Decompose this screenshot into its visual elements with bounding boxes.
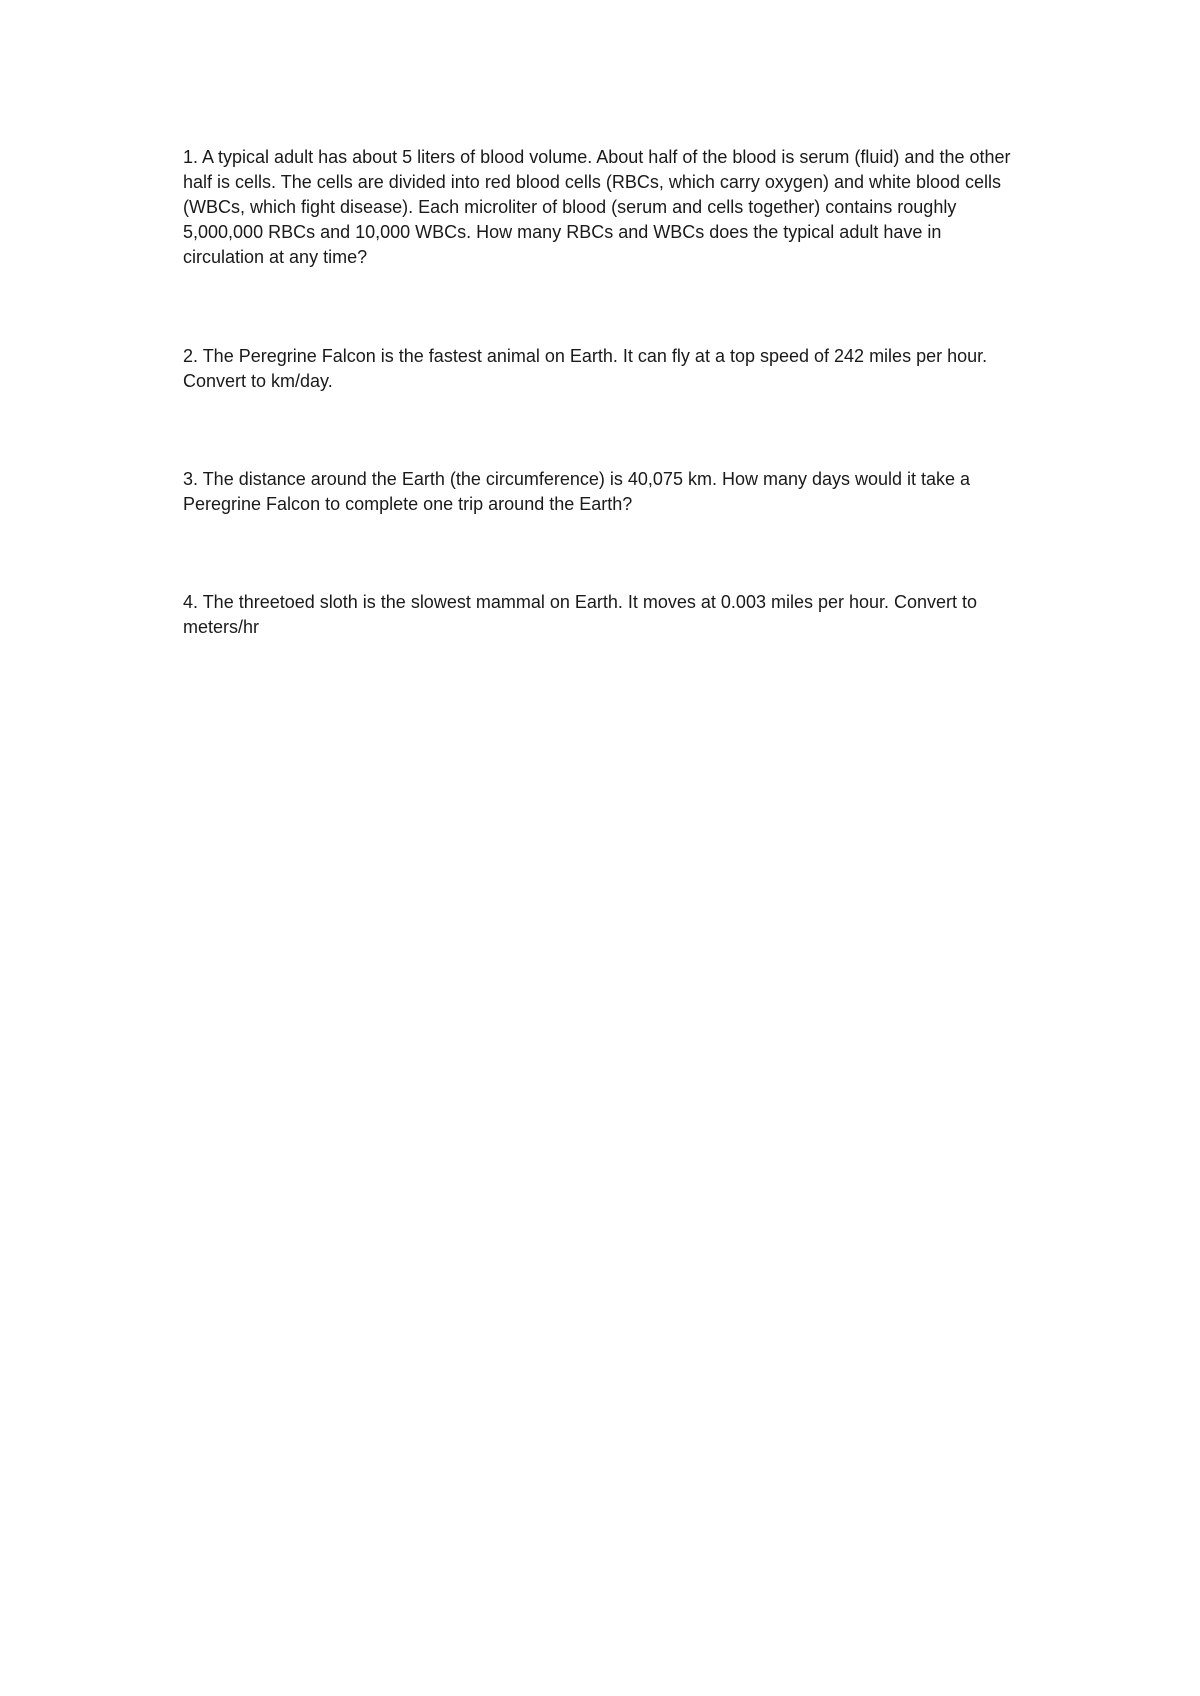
question-4: 4. The threetoed sloth is the slowest mammal on Earth. It moves at 0.003 miles per hour. Convert to meters/hr bbox=[183, 592, 978, 637]
question-3: 3. The distance around the Earth (the circumference) is 40,075 km. How many days would it take a Peregrine Falcon to complete one trip around the Earth? bbox=[183, 469, 971, 514]
question-1: 1. A typical adult has about 5 liters of blood volume. About half of the blood is serum (fluid) and the other half is cells. The cells are divided into red blood cells (RBCs, which carry oxygen) and white blood cells (WBCs, which fight disease). Each microliter of blood (serum and cells together) contains roughly 5,000,000 RBCs and 10,000 WBCs. How many RBCs and WBCs does the typical adult have in circulation at any time? bbox=[183, 147, 1011, 267]
question-2: 2. The Peregrine Falcon is the fastest animal on Earth. It can fly at a top speed of 242 miles per hour. Convert to km/day. bbox=[183, 346, 988, 391]
